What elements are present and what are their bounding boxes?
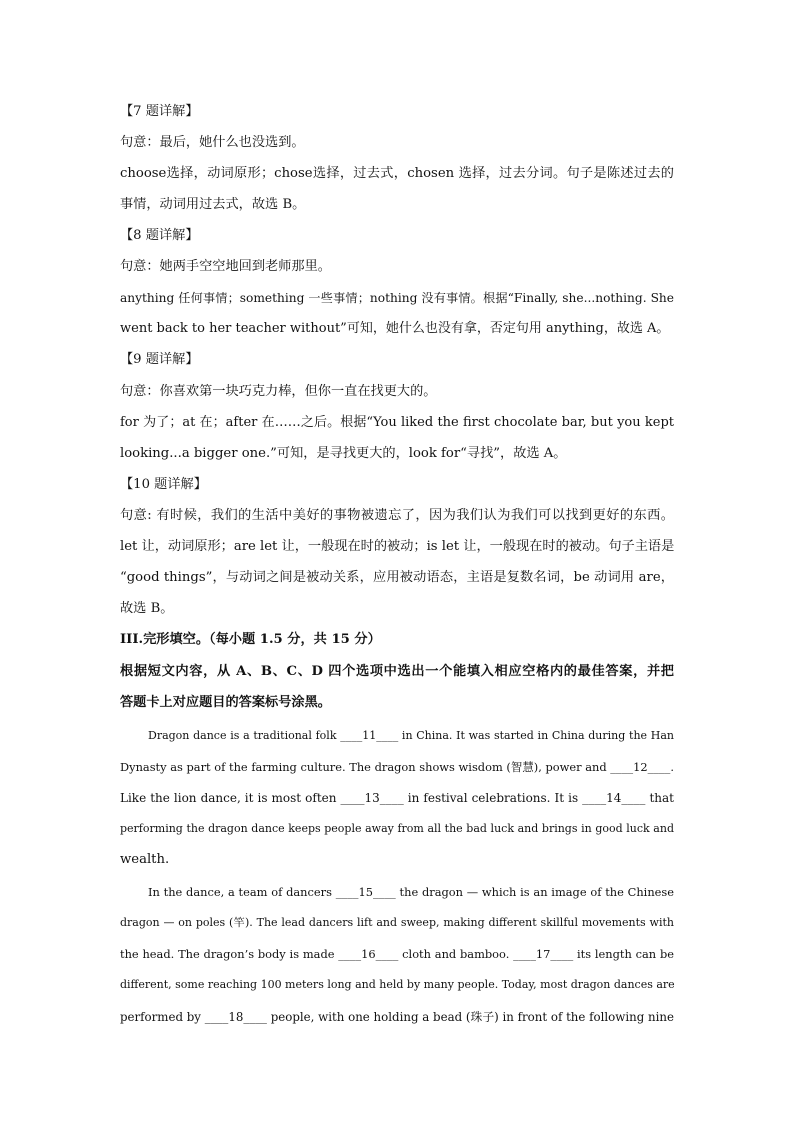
passage-line-9: different, some reaching 100 meters long and held by many people. Today, most dragon dances are — [120, 978, 675, 991]
part-3-instructions-line-1: 根据短文内容，从 A、B、C、D 四个选项中选出一个能填入相应空格内的最佳答案，并把 — [120, 664, 674, 679]
passage-line-1: Dragon dance is a traditional folk ____11____ in China. It was started in China during the Han — [148, 729, 674, 742]
section-9-explanation-line-2: looking...a bigger one.”可知，是寻找更大的，look for“寻找”，故选 A。 — [120, 446, 567, 461]
part-3-instructions-line-2: 答题卡上对应题目的答案标号涂黑。 — [120, 695, 331, 710]
section-9-explanation-line-1: for 为了；at 在；after 在……之后。根据“You liked the first chocolate bar, but you kept — [120, 415, 674, 430]
section-10-heading: 【10 题详解】 — [120, 477, 207, 492]
passage-line-10: performed by ____18____ people, with one holding a bead (珠子) in front of the following nine — [120, 1010, 674, 1024]
section-9-heading: 【9 题详解】 — [120, 352, 199, 367]
section-8-explanation-line-1: anything 任何事情；something 一些事情；nothing 没有事情。根据“Finally, she...nothing. She — [120, 291, 674, 305]
passage-line-7: dragon — on poles (竿). The lead dancers lift and sweep, making different skillful movements with — [120, 916, 674, 929]
passage-line-8: the head. The dragon’s body is made ____16____ cloth and bamboo. ____17____ its length can be — [120, 947, 674, 961]
section-7-explanation-line-2: 事情，动词用过去式，故选 B。 — [120, 197, 306, 212]
part-3-title: III.完形填空。（每小题 1.5 分，共 15 分） — [120, 632, 381, 647]
section-8-meaning: 句意：她两手空空地回到老师那里。 — [120, 259, 331, 274]
section-8-explanation-line-2: went back to her teacher without”可知，她什么也没有拿，否定句用 anything，故选 A。 — [120, 321, 670, 336]
passage-line-3: Like the lion dance, it is most often ____13____ in festival celebrations. It is ____14____ that — [120, 791, 674, 805]
section-7-meaning: 句意：最后，她什么也没选到。 — [120, 135, 305, 150]
section-10-meaning: 句意: 有时候，我们的生活中美好的事物被遗忘了，因为我们认为我们可以找到更好的东西。 — [120, 508, 674, 523]
passage-line-6: In the dance, a team of dancers ____15____ the dragon — which is an image of the Chinese — [148, 885, 674, 899]
section-10-explanation-line-2: “good things”，与动词之间是被动关系，应用被动语态，主语是复数名词，be 动词用 are， — [120, 570, 674, 585]
passage-line-4: performing the dragon dance keeps people away from all the bad luck and brings in good luck and — [120, 822, 674, 835]
section-8-heading: 【8 题详解】 — [120, 228, 199, 243]
section-7-heading: 【7 题详解】 — [120, 104, 199, 119]
passage-line-5: wealth. — [120, 852, 170, 867]
section-10-explanation-line-1: let 让，动词原形；are let 让，一般现在时的被动；is let 让，一般现在时的被动。句子主语是 — [120, 539, 675, 554]
section-7-explanation-line-1: choose选择，动词原形；chose选择，过去式，chosen 选择，过去分词。句子是陈述过去的 — [120, 166, 674, 181]
section-10-explanation-line-3: 故选 B。 — [120, 601, 174, 616]
section-9-meaning: 句意：你喜欢第一块巧克力棒，但你一直在找更大的。 — [120, 384, 437, 399]
passage-line-2: Dynasty as part of the farming culture. The dragon shows wisdom (智慧), power and ____12____. — [120, 760, 674, 774]
